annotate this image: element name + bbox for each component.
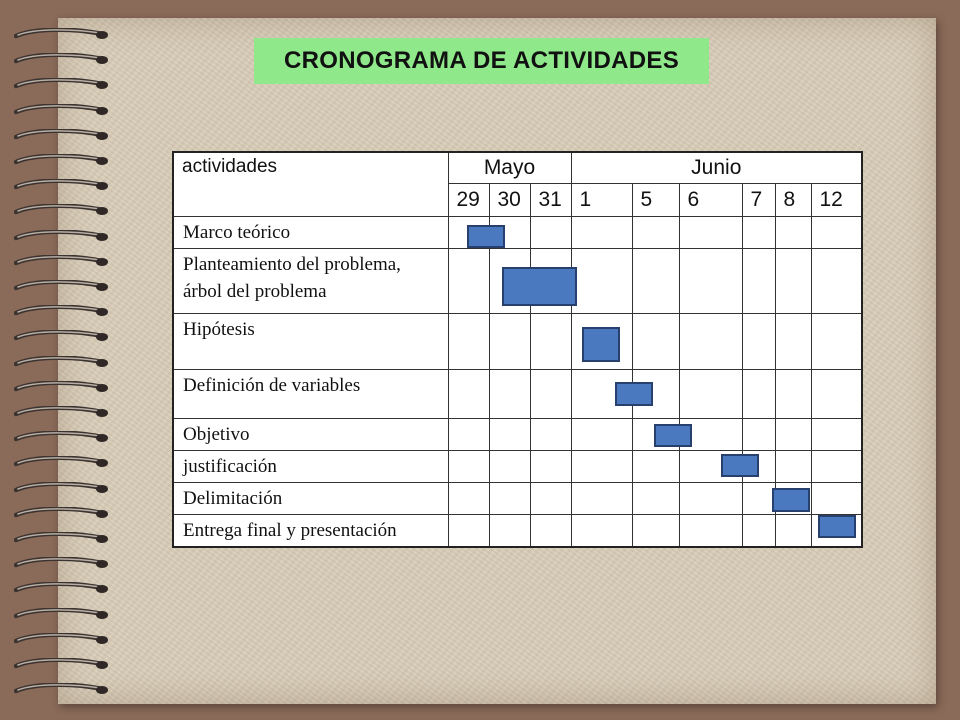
spiral-ring xyxy=(14,431,110,445)
schedule-cell xyxy=(489,514,530,547)
schedule-cell xyxy=(530,514,571,547)
schedule-cell xyxy=(571,313,632,369)
activity-label xyxy=(173,450,448,482)
day-header: 8 xyxy=(775,183,811,216)
spiral-ring xyxy=(14,154,110,168)
schedule-cell xyxy=(571,248,632,313)
schedule-cell xyxy=(775,450,811,482)
schedule-cell xyxy=(775,369,811,418)
schedule-cell xyxy=(571,450,632,482)
spiral-ring xyxy=(14,633,110,647)
schedule-cell xyxy=(742,514,775,547)
activity-label xyxy=(173,313,448,369)
schedule-cell xyxy=(632,369,679,418)
schedule-cell xyxy=(742,313,775,369)
schedule-cell xyxy=(811,450,862,482)
activity-label-line: Hipótesis xyxy=(183,318,255,340)
table-row xyxy=(173,450,862,482)
schedule-cell xyxy=(811,418,862,450)
spiral-ring xyxy=(14,129,110,143)
schedule-cell xyxy=(632,248,679,313)
table-row xyxy=(173,514,862,547)
spiral-ring xyxy=(14,381,110,395)
schedule-cell xyxy=(448,514,489,547)
schedule-cell xyxy=(742,369,775,418)
schedule-cell xyxy=(811,248,862,313)
day-header: 30 xyxy=(489,183,530,216)
table-row xyxy=(173,248,862,313)
spiral-ring xyxy=(14,179,110,193)
schedule-cell xyxy=(679,514,742,547)
spiral-ring xyxy=(14,482,110,496)
activity-label xyxy=(173,369,448,418)
schedule-cell xyxy=(530,450,571,482)
schedule-cell xyxy=(742,482,775,514)
spiral-ring xyxy=(14,104,110,118)
activity-label-line: Entrega final y presentación xyxy=(183,519,397,541)
schedule-cell xyxy=(530,418,571,450)
spiral-ring xyxy=(14,658,110,672)
schedule-cell xyxy=(775,248,811,313)
schedule-cell xyxy=(571,514,632,547)
activity-label-line: Planteamiento del problema, xyxy=(183,253,401,275)
table-row xyxy=(173,313,862,369)
schedule-cell xyxy=(489,216,530,248)
schedule-cell xyxy=(489,418,530,450)
schedule-cell xyxy=(571,418,632,450)
activity-label xyxy=(173,482,448,514)
activity-label xyxy=(173,514,448,547)
month-may: Mayo xyxy=(448,152,571,183)
schedule-cell xyxy=(775,514,811,547)
day-header: 5 xyxy=(632,183,679,216)
schedule-cell xyxy=(679,369,742,418)
schedule-cell xyxy=(530,248,571,313)
activity-label-line: Marco teórico xyxy=(183,221,291,243)
title-banner xyxy=(254,38,709,84)
spiral-ring xyxy=(14,406,110,420)
day-header: 7 xyxy=(742,183,775,216)
spiral-ring xyxy=(14,255,110,269)
gantt-table xyxy=(172,151,863,548)
activity-label-line: justificación xyxy=(183,455,277,477)
month-june: Junio xyxy=(571,152,862,183)
schedule-cell xyxy=(530,369,571,418)
spiral-ring xyxy=(14,230,110,244)
schedule-cell xyxy=(448,216,489,248)
schedule-cell xyxy=(679,450,742,482)
spiral-binding xyxy=(14,28,110,698)
spiral-ring xyxy=(14,356,110,370)
schedule-cell xyxy=(742,418,775,450)
schedule-cell xyxy=(679,313,742,369)
activity-label-line: Definición de variables xyxy=(183,374,361,396)
schedule-cell xyxy=(632,450,679,482)
activity-label xyxy=(173,418,448,450)
schedule-cell xyxy=(632,313,679,369)
day-header: 6 xyxy=(679,183,742,216)
activity-label-line: Objetivo xyxy=(183,423,250,445)
schedule-cell xyxy=(811,313,862,369)
spiral-ring xyxy=(14,683,110,697)
schedule-cell xyxy=(679,248,742,313)
schedule-cell xyxy=(742,216,775,248)
page-title: CRONOGRAMA DE ACTIVIDADES xyxy=(283,47,680,74)
table-row xyxy=(173,418,862,450)
table-row xyxy=(173,482,862,514)
schedule-cell xyxy=(775,313,811,369)
header-activities: actividades xyxy=(173,152,448,216)
activity-label-line: Delimitación xyxy=(183,487,283,509)
schedule-cell xyxy=(742,450,775,482)
schedule-cell xyxy=(571,369,632,418)
schedule-cell xyxy=(811,482,862,514)
spiral-ring xyxy=(14,507,110,521)
schedule-cell xyxy=(530,216,571,248)
schedule-cell xyxy=(811,369,862,418)
schedule-cell xyxy=(742,248,775,313)
schedule-cell xyxy=(775,418,811,450)
table-row xyxy=(173,369,862,418)
day-header: 1 xyxy=(571,183,632,216)
spiral-ring xyxy=(14,532,110,546)
schedule-cell xyxy=(448,248,489,313)
schedule-cell xyxy=(679,418,742,450)
schedule-cell xyxy=(811,514,862,547)
schedule-cell xyxy=(448,482,489,514)
spiral-ring xyxy=(14,53,110,67)
activity-label-line: árbol del problema xyxy=(183,280,327,302)
spiral-ring xyxy=(14,204,110,218)
activity-label xyxy=(173,216,448,248)
schedule-cell xyxy=(679,482,742,514)
activity-label xyxy=(173,248,448,313)
spiral-ring xyxy=(14,608,110,622)
day-header: 12 xyxy=(811,183,862,216)
spiral-ring xyxy=(14,330,110,344)
schedule-cell xyxy=(448,418,489,450)
schedule-cell xyxy=(530,482,571,514)
schedule-cell xyxy=(530,313,571,369)
spiral-ring xyxy=(14,456,110,470)
spiral-ring xyxy=(14,78,110,92)
day-header: 29 xyxy=(448,183,489,216)
schedule-cell xyxy=(632,418,679,450)
schedule-cell xyxy=(571,482,632,514)
table-row xyxy=(173,216,862,248)
schedule-cell xyxy=(489,313,530,369)
schedule-cell xyxy=(775,482,811,514)
schedule-cell xyxy=(679,216,742,248)
spiral-ring xyxy=(14,28,110,42)
spiral-ring xyxy=(14,582,110,596)
schedule-cell xyxy=(448,450,489,482)
spiral-ring xyxy=(14,280,110,294)
schedule-cell xyxy=(632,482,679,514)
schedule-cell xyxy=(489,248,530,313)
schedule-cell xyxy=(632,514,679,547)
schedule-cell xyxy=(811,216,862,248)
schedule-cell xyxy=(448,369,489,418)
schedule-cell xyxy=(632,216,679,248)
schedule-cell xyxy=(571,216,632,248)
schedule-cell xyxy=(448,313,489,369)
spiral-ring xyxy=(14,305,110,319)
schedule-cell xyxy=(489,369,530,418)
schedule-cell xyxy=(775,216,811,248)
day-header: 31 xyxy=(530,183,571,216)
spiral-ring xyxy=(14,557,110,571)
schedule-cell xyxy=(489,450,530,482)
schedule-cell xyxy=(489,482,530,514)
